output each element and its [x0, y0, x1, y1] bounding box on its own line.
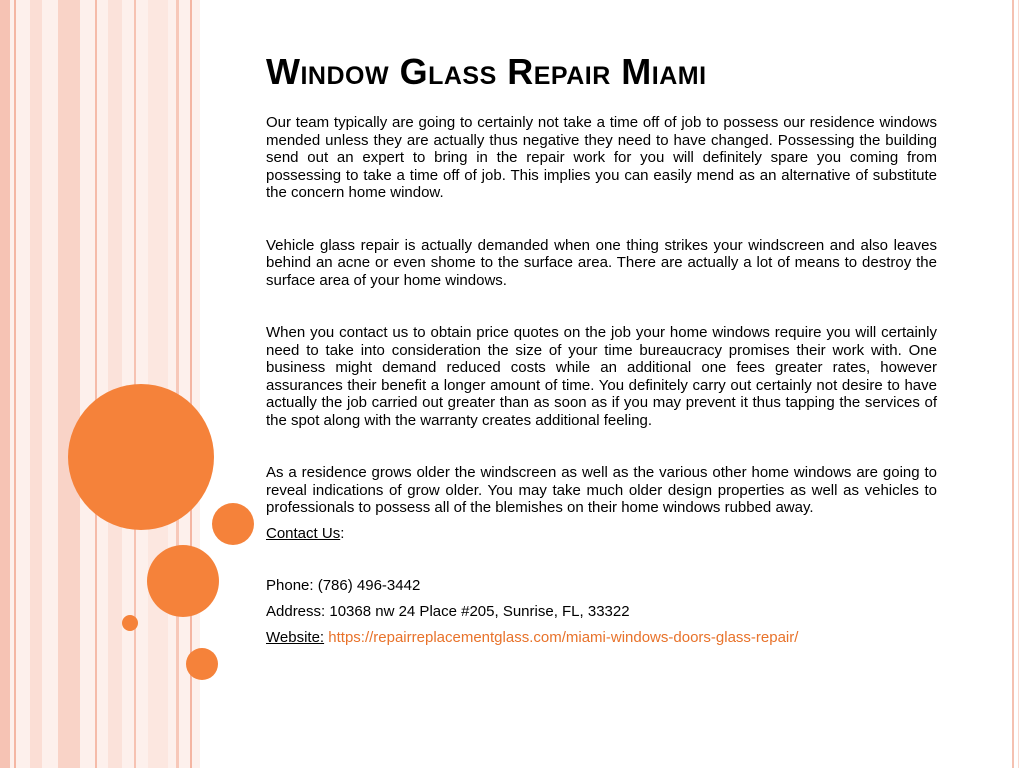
- address-line: Address: 10368 nw 24 Place #205, Sunrise, FL, 33322: [266, 602, 630, 620]
- paragraph: As a residence grows older the windscreen as well as the various other home windows are going to reveal indications of grow older. You may take much older design properties as well as vehicles to professionals to possess all of the blemishes on their home windows rubbed away.: [266, 464, 937, 516]
- website-label: Website:: [266, 628, 325, 646]
- decorative-circle: [186, 648, 218, 680]
- contact-us-link[interactable]: Contact Us: [266, 524, 341, 542]
- right-border-line: [1012, 0, 1014, 768]
- website-link[interactable]: https://repairreplacementglass.com/miami-windows-doors-glass-repair/: [328, 628, 799, 646]
- stripe: [58, 0, 80, 768]
- contact-heading-line: [266, 521, 937, 547]
- decorative-circle: [122, 615, 138, 631]
- website-line: [266, 625, 937, 651]
- stripe: [30, 0, 42, 768]
- paragraph: Our team typically are going to certainly not take a time off of job to possess our residence windows mended unless they are actually thus negative they need to have changed. Possessing the building send out an expert to bring in the repair work for you will definitely spare you coming from possessing to take a time off of job. This implies you can easily mend as an alternative of substitute the concern home window.: [266, 114, 937, 201]
- page-title: Window Glass Repair Miami: [266, 51, 707, 92]
- stripe: [108, 0, 122, 768]
- stripe: [14, 0, 16, 768]
- phone-line: Phone: (786) 496-3442: [266, 576, 421, 594]
- contact-colon: :: [340, 524, 345, 542]
- slide-content: [266, 50, 937, 651]
- stripe: [176, 0, 179, 768]
- decorative-stripes: [0, 0, 200, 768]
- right-border-line: [1018, 0, 1019, 768]
- stripe: [95, 0, 97, 768]
- decorative-circle: [68, 384, 214, 530]
- decorative-circle: [147, 545, 219, 617]
- paragraph: When you contact us to obtain price quotes on the job your home windows require you will certainly need to take into consideration the size of your time bureaucracy promises their work with. One business might demand reduced costs while an additional one fees greater rates, however assurances their benefit a longer amount of time. You definitely carry out certainly not desire to have actually the job carried out greater than as soon as if you may prevent it thus tapping the services of the spot along with the warranty creates additional feeling.: [266, 324, 937, 429]
- decorative-circle: [212, 503, 254, 545]
- stripe: [0, 0, 10, 768]
- paragraph: Vehicle glass repair is actually demanded when one thing strikes your windscreen and also leaves behind an acne or even shome to the surface area. There are actually a lot of means to destroy the surface area of your home windows.: [266, 236, 937, 289]
